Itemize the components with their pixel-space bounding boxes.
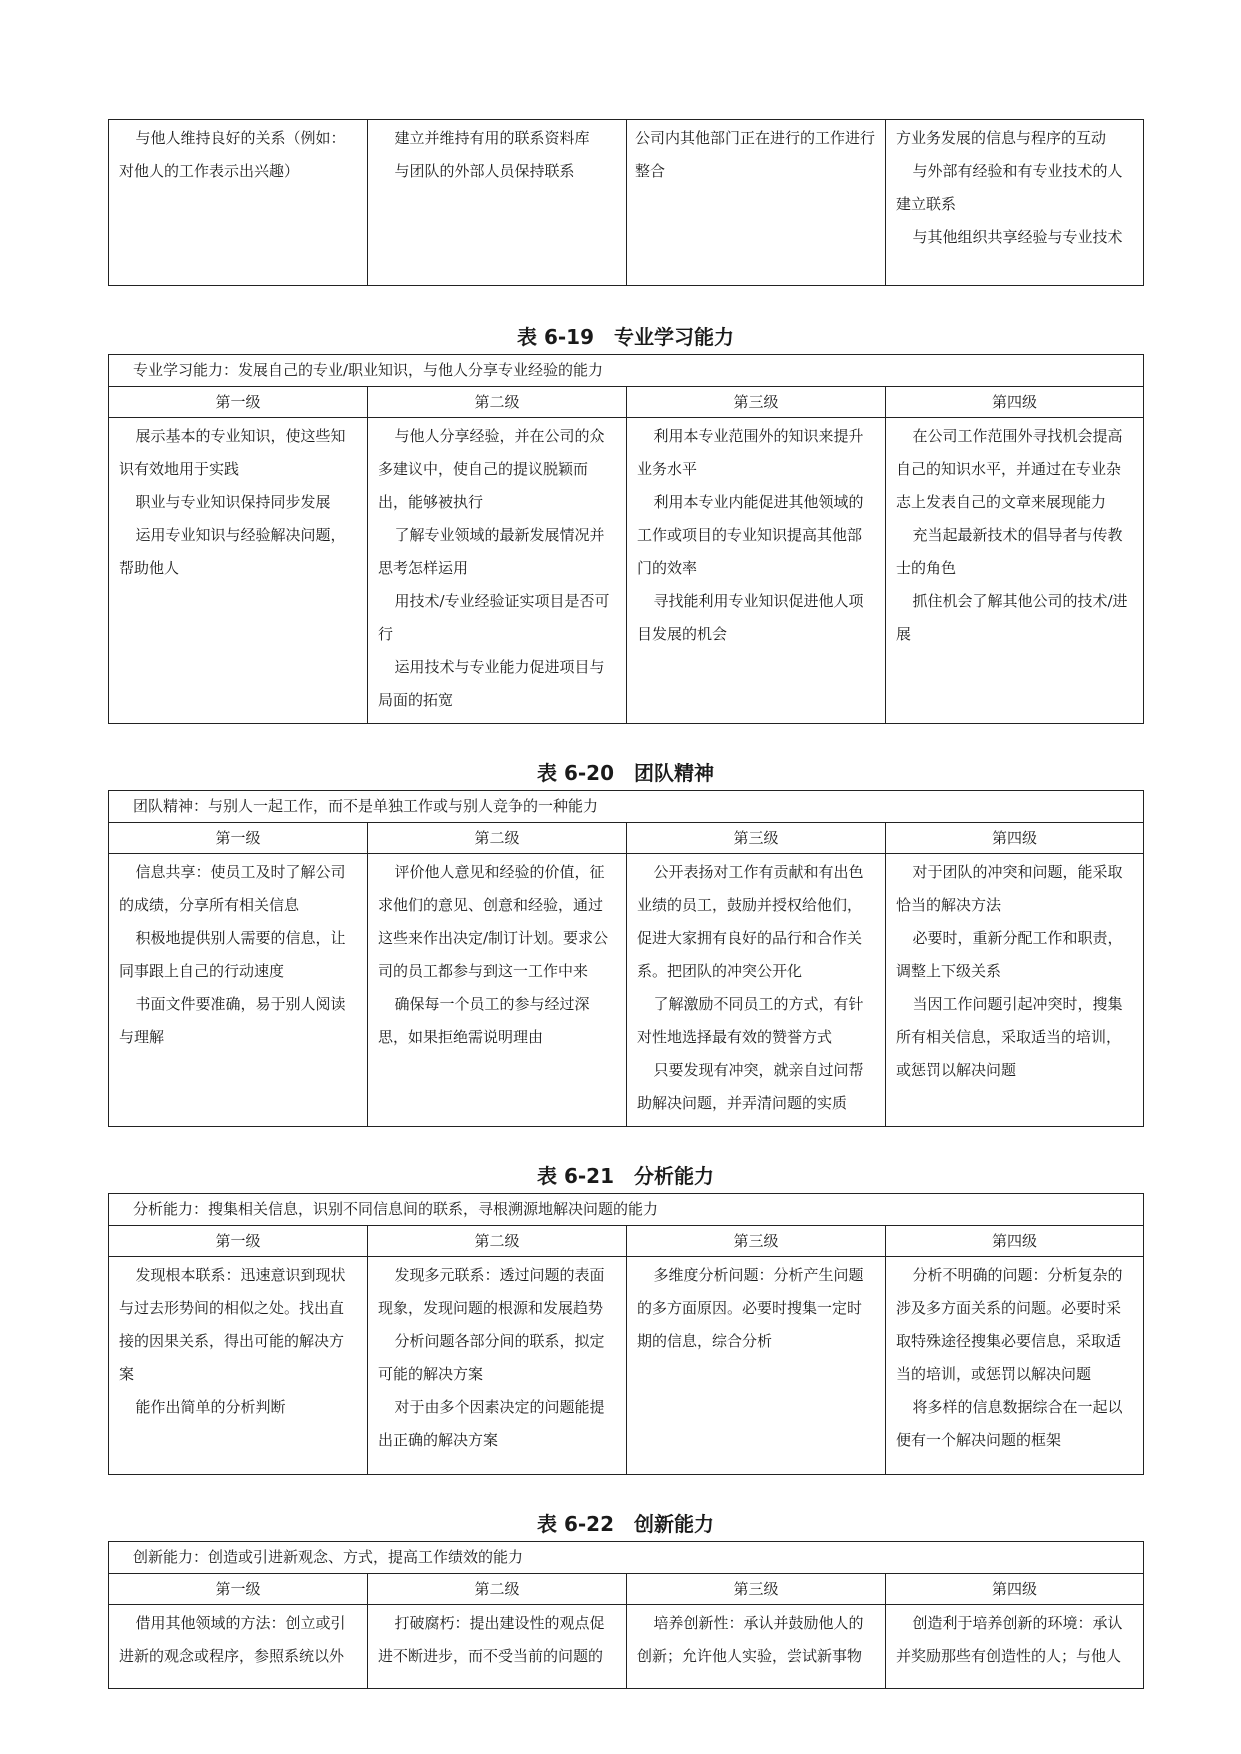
definition-row [109,355,1144,387]
cell-paragraph: 发现多元联系：透过问题的表面现象，发现问题的根源和发展趋势 [378,1266,605,1317]
header-row [109,1226,1144,1257]
cell-paragraph: 了解激励不同员工的方式，有针对性地选择最有效的赞誉方式 [637,995,864,1046]
cell-paragraph: 运用技术与专业能力促进项目与局面的拓宽 [378,658,605,709]
cell-paragraph: 利用本专业内能促进其他领域的工作或项目的专业知识提高其他部门的效率 [637,493,864,577]
competency-table [108,790,1144,1127]
cell-paragraph: 书面文件要准确，易于别人阅读与理解 [119,995,346,1046]
level-header: 第一级 [109,1226,368,1257]
cell-paragraph: 对于由多个因素决定的问题能提出正确的解决方案 [378,1398,605,1449]
cell-paragraph: 积极地提供别人需要的信息，让同事跟上自己的行动速度 [119,929,346,980]
cell-paragraph: 充当起最新技术的倡导者与传教士的角色 [896,526,1123,577]
level-cell [109,418,368,724]
definition-cell: 专业学习能力：发展自己的专业/职业知识，与他人分享专业经验的能力 [109,355,1144,387]
cell-paragraph: 评价他人意见和经验的价值，征求他们的意见、创意和经验，通过这些来作出决定/制订计划。要求公司的员工都参与到这一工作中来 [378,863,609,980]
level-cell [627,418,886,724]
level-header: 第二级 [368,1226,627,1257]
definition-row [109,1194,1144,1226]
cell-paragraph: 打破腐朽：提出建设性的观点促进不断进步，而不受当前的问题的 [378,1614,605,1665]
cell-paragraph: 在公司工作范围外寻找机会提高自己的知识水平，并通过在专业杂志上发表自己的文章来展现能力 [896,427,1123,511]
cell-paragraph: 发现根本联系：迅速意识到现状与过去形势间的相似之处。找出直接的因果关系，得出可能的解决方案 [119,1266,346,1383]
cell-paragraph: 借用其他领域的方法：创立或引进新的观念或程序，参照系统以外 [119,1614,346,1665]
level-cell [627,1257,886,1475]
level-header: 第四级 [886,387,1144,418]
level-cell [109,1257,368,1475]
cell-paragraph: 用技术/专业经验证实项目是否可行 [378,592,610,643]
level-cell [627,854,886,1127]
definition-cell: 分析能力：搜集相关信息，识别不同信息间的联系，寻根溯源地解决问题的能力 [109,1194,1144,1226]
level-cell [368,120,627,286]
cell-paragraph: 必要时，重新分配工作和职责，调整上下级关系 [896,929,1123,980]
continued-table [108,119,1144,286]
level-cell [886,1257,1144,1475]
level-cell [368,854,627,1127]
level-cell [627,1605,886,1689]
cell-paragraph: 分析问题各部分间的联系，拟定可能的解决方案 [378,1332,605,1383]
level-cell [886,854,1144,1127]
cell-paragraph: 培养创新性：承认并鼓励他人的创新；允许他人实验，尝试新事物 [637,1614,864,1665]
cell-paragraph: 与他人维持良好的关系（例如：对他人的工作表示出兴趣） [119,129,346,180]
cell-paragraph: 与其他组织共享经验与专业技术 [912,228,1123,246]
level-cell [368,418,627,724]
level-header: 第二级 [368,823,627,854]
table-row [109,1605,1144,1689]
level-header: 第四级 [886,1574,1144,1605]
competency-table [108,1193,1144,1475]
level-cell [368,1257,627,1475]
cell-paragraph: 对于团队的冲突和问题，能采取恰当的解决方法 [896,863,1123,914]
header-row [109,387,1144,418]
header-row [109,1574,1144,1605]
cell-paragraph: 与外部有经验和有专业技术的人建立联系 [896,162,1123,213]
definition-row [109,791,1144,823]
competency-table [108,354,1144,724]
level-cell [886,418,1144,724]
document-page [108,119,1143,1689]
competency-table [108,1541,1144,1689]
cell-paragraph: 公司内其他部门正在进行的工作进行整合 [635,129,876,180]
cell-paragraph: 利用本专业范围外的知识来提升业务水平 [637,427,864,478]
cell-paragraph: 方业务发展的信息与程序的互动 [896,129,1107,147]
cell-paragraph: 多维度分析问题：分析产生问题的多方面原因。必要时搜集一定时期的信息，综合分析 [637,1266,864,1350]
header-row [109,823,1144,854]
level-header: 第一级 [109,823,368,854]
cell-paragraph: 信息共享：使员工及时了解公司的成绩，分享所有相关信息 [119,863,346,914]
table-row [109,854,1144,1127]
level-cell [886,1605,1144,1689]
level-header: 第二级 [368,1574,627,1605]
cell-paragraph: 能作出简单的分析判断 [135,1398,286,1416]
level-cell [109,854,368,1127]
definition-cell: 创新能力：创造或引进新观念、方式，提高工作绩效的能力 [109,1542,1144,1574]
level-header: 第三级 [627,823,886,854]
level-header: 第三级 [627,1574,886,1605]
cell-paragraph: 了解专业领域的最新发展情况并思考怎样运用 [378,526,605,577]
level-header: 第四级 [886,823,1144,854]
table-row [109,120,1144,286]
cell-paragraph: 与他人分享经验，并在公司的众多建议中，使自己的提议脱颖而出，能够被执行 [378,427,605,511]
cell-paragraph: 创造利于培养创新的环境：承认并奖励那些有创造性的人；与他人 [896,1614,1123,1665]
table-title: 表 6-22 创新能力 [536,1512,714,1536]
table-title: 表 6-19 专业学习能力 [516,325,734,349]
level-cell [627,120,886,286]
cell-paragraph: 运用专业知识与经验解决问题，帮助他人 [119,526,346,577]
table-row [109,418,1144,724]
level-header: 第三级 [627,1226,886,1257]
level-header: 第四级 [886,1226,1144,1257]
cell-paragraph: 公开表扬对工作有贡献和有出色业绩的员工，鼓励并授权给他们，促进大家拥有良好的品行和合作关系。把团队的冲突公开化 [637,863,864,980]
table-title: 表 6-20 团队精神 [536,761,714,785]
table-title: 表 6-21 分析能力 [536,1164,714,1188]
cell-paragraph: 职业与专业知识保持同步发展 [135,493,331,511]
definition-cell: 团队精神：与别人一起工作，而不是单独工作或与别人竞争的一种能力 [109,791,1144,823]
cell-paragraph: 建立并维持有用的联系资料库 [394,129,590,147]
level-header: 第一级 [109,387,368,418]
definition-row [109,1542,1144,1574]
table-row [109,1257,1144,1475]
level-header: 第三级 [627,387,886,418]
cell-paragraph: 分析不明确的问题：分析复杂的涉及多方面关系的问题。必要时采取特殊途径搜集必要信息，采取适当的培训，或惩罚以解决问题 [896,1266,1123,1383]
level-header: 第二级 [368,387,627,418]
cell-paragraph: 抓住机会了解其他公司的技术/进展 [896,592,1128,643]
cell-paragraph: 展示基本的专业知识，使这些知识有效地用于实践 [119,427,346,478]
cell-paragraph: 当因工作问题引起冲突时，搜集所有相关信息，采取适当的培训，或惩罚以解决问题 [896,995,1123,1079]
cell-paragraph: 与团队的外部人员保持联系 [394,162,575,180]
level-header: 第一级 [109,1574,368,1605]
level-cell [109,120,368,286]
cell-paragraph: 寻找能利用专业知识促进他人项目发展的机会 [637,592,864,643]
cell-paragraph: 确保每一个员工的参与经过深思，如果拒绝需说明理由 [378,995,590,1046]
cell-paragraph: 只要发现有冲突，就亲自过问帮助解决问题，并弄清问题的实质 [637,1061,864,1112]
level-cell [109,1605,368,1689]
level-cell [886,120,1144,286]
level-cell [368,1605,627,1689]
cell-paragraph: 将多样的信息数据综合在一起以便有一个解决问题的框架 [896,1398,1123,1449]
